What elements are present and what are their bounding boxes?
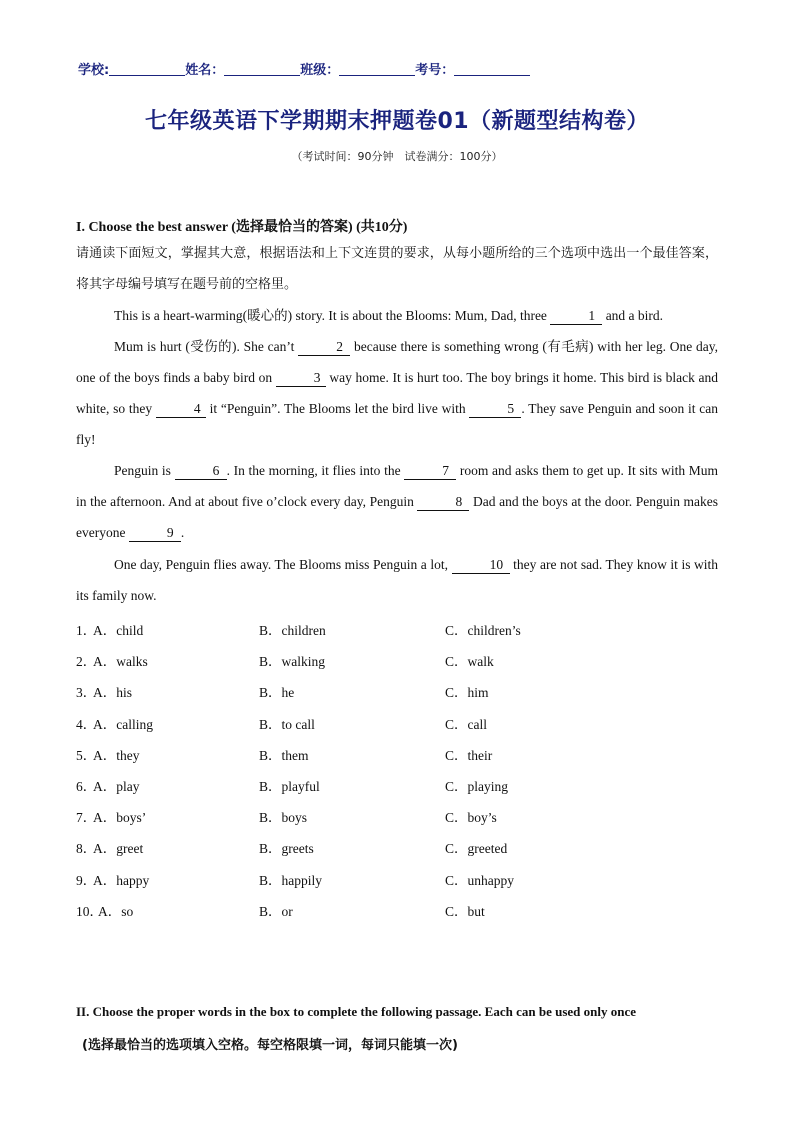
exam-no-label: 考号： xyxy=(415,63,455,78)
blank-2[interactable]: 2 xyxy=(298,339,350,356)
passage-paragraph-3: Penguin is 6 . In the morning, it flies into the 7 room and asks them to get up. It sits with Mum in the afternoon. And at about five o’clock every day, Penguin 8 Dad and the boys at the door. Penguin makes everyone 9 . xyxy=(76,463,719,540)
option-b[interactable]: B．he xyxy=(259,685,295,700)
blank-6[interactable]: 6 xyxy=(175,463,227,480)
section1-instructions: 请通读下面短文，掌握其大意，根据语法和上下文连贯的要求，从每小题所给的三个选项中选出一个最佳答案，将其字母编号填写在题号前的空格里。 xyxy=(76,246,718,292)
blank-10[interactable]: 10 xyxy=(452,557,510,574)
option-b[interactable]: B．children xyxy=(259,623,326,638)
exam-no-field[interactable] xyxy=(454,62,530,76)
option-a[interactable]: A．greet xyxy=(93,841,144,856)
student-info-line xyxy=(78,59,530,78)
option-number: 3． xyxy=(76,685,97,700)
option-number: 6． xyxy=(76,779,97,794)
name-label: 姓名： xyxy=(185,63,225,78)
passage-paragraph-4: One day, Penguin flies away. The Blooms miss Penguin a lot, 10 they are not sad. They know it is with its family now. xyxy=(76,557,719,603)
blank-5[interactable]: 5 xyxy=(469,401,521,418)
option-a[interactable]: A．calling xyxy=(93,717,153,732)
option-a[interactable]: A．his xyxy=(93,685,133,700)
blank-4[interactable]: 4 xyxy=(156,401,206,418)
option-b[interactable]: B．boys xyxy=(259,810,308,825)
option-b[interactable]: B．walking xyxy=(259,654,325,669)
school-field[interactable] xyxy=(109,62,185,76)
option-b[interactable]: B．playful xyxy=(259,779,320,794)
option-c[interactable]: C．unhappy xyxy=(445,873,514,888)
option-b[interactable]: B．them xyxy=(259,748,309,763)
exam-info: （考试时间：90分钟 试卷满分：100分） xyxy=(291,150,503,163)
option-b[interactable]: B．to call xyxy=(259,717,315,732)
option-number: 10． xyxy=(76,904,103,919)
passage-paragraph-2: Mum is hurt (受伤的). She can’t 2 because there is something wrong (有毛病) with her leg. One day, one of the boys finds a baby bird on 3 way home. It is hurt too. The boy brings it home. This bird is black and white, so they 4 it “Penguin”. The Blooms let the bird live with 5 . They save Penguin and soon it can fly! xyxy=(76,339,719,447)
option-a[interactable]: A．happy xyxy=(93,873,150,888)
class-field[interactable] xyxy=(339,62,415,76)
option-number: 7． xyxy=(76,810,97,825)
option-a[interactable]: A．walks xyxy=(93,654,148,669)
option-b[interactable]: B．or xyxy=(259,904,293,919)
blank-1[interactable]: 1 xyxy=(550,308,602,325)
option-c[interactable]: C．their xyxy=(445,748,493,763)
option-number: 1． xyxy=(76,623,97,638)
option-a[interactable]: A．child xyxy=(93,623,144,638)
option-a[interactable]: A．play xyxy=(93,779,140,794)
option-b[interactable]: B．happily xyxy=(259,873,322,888)
section2-heading: II. Choose the proper words in the box to complete the following passage. Each can be used only once xyxy=(76,1004,636,1019)
option-c[interactable]: C．greeted xyxy=(445,841,508,856)
option-a[interactable]: A．they xyxy=(93,748,140,763)
section2-subheading: (选择最恰当的选项填入空格。每空格限填一词，每词只能填一次) xyxy=(82,1038,458,1053)
page-title: 七年级英语下学期期末押题卷01（新题型结构卷） xyxy=(144,109,650,134)
option-number: 8． xyxy=(76,841,97,856)
option-b[interactable]: B．greets xyxy=(259,841,314,856)
class-label: 班级： xyxy=(300,63,340,78)
option-number: 4． xyxy=(76,717,97,732)
option-c[interactable]: C．children’s xyxy=(445,623,521,638)
option-c[interactable]: C．boy’s xyxy=(445,810,497,825)
blank-9[interactable]: 9 xyxy=(129,525,181,542)
blank-7[interactable]: 7 xyxy=(404,463,456,480)
option-c[interactable]: C．call xyxy=(445,717,487,732)
section1-heading: I. Choose the best answer (选择最恰当的答案) (共10分) xyxy=(76,220,408,235)
option-c[interactable]: C．but xyxy=(445,904,485,919)
option-a[interactable]: A．boys’ xyxy=(93,810,147,825)
option-number: 2． xyxy=(76,654,97,669)
blank-3[interactable]: 3 xyxy=(276,370,326,387)
option-c[interactable]: C．walk xyxy=(445,654,494,669)
option-c[interactable]: C．playing xyxy=(445,779,508,794)
name-field[interactable] xyxy=(224,62,300,76)
option-number: 9． xyxy=(76,873,97,888)
passage-paragraph-1: This is a heart-warming(暖心的) story. It is about the Blooms: Mum, Dad, three 1 and a bird. xyxy=(114,308,664,323)
blank-8[interactable]: 8 xyxy=(417,494,469,511)
school-label: 学校: xyxy=(78,63,110,78)
option-number: 5． xyxy=(76,748,97,763)
option-a[interactable]: A．so xyxy=(98,904,134,919)
option-c[interactable]: C．him xyxy=(445,685,489,700)
